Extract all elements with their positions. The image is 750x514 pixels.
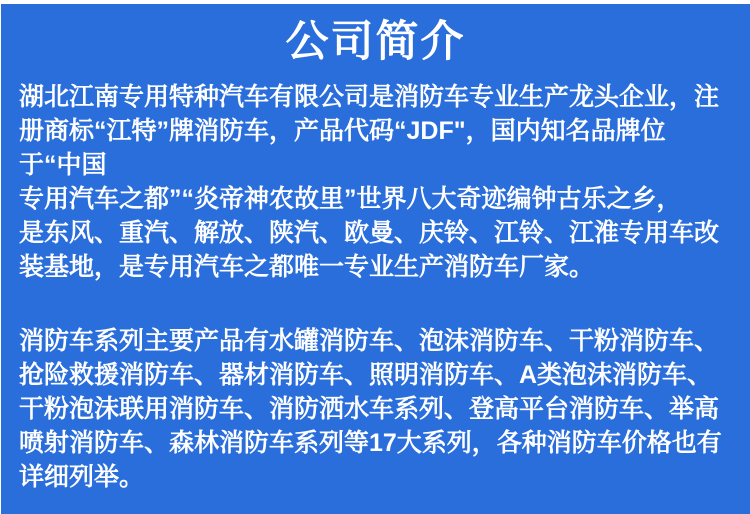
paragraph-line: 湖北江南专用特种汽车有限公司是消防车专业生产龙头企业，注 [19, 83, 720, 111]
company-intro-panel [1, 4, 750, 514]
paragraph-line: 干粉泡沫联用消防车、消防洒水车系列、登高平台消防车、举高 [19, 395, 720, 423]
paragraph-line: 册商标“江特”牌消防车，产品代码“JDF"，国内知名品牌位 [19, 117, 666, 145]
paragraph-line: 详细列举。 [19, 463, 145, 491]
paragraph-line: 喷射消防车、森林消防车系列等17大系列，各种消防车价格也有 [19, 429, 722, 457]
intro-paragraph-2 [19, 324, 732, 494]
paragraph-line: 专用汽车之都”“炎帝神农故里”世界八大奇迹编钟古乐之乡， [19, 185, 682, 213]
paragraph-line: 于“中国 [19, 151, 107, 179]
paragraph-line: 装基地，是专用汽车之都唯一专业生产消防车厂家。 [19, 253, 595, 281]
paragraph-line: 抢险救援消防车、器材消防车、照明消防车、A类泡沫消防车、 [19, 361, 713, 389]
paragraph-line: 消防车系列主要产品有水罐消防车、泡沫消防车、干粉消防车、 [19, 327, 720, 355]
intro-paragraph-1 [19, 80, 732, 284]
page-title: 公司简介 [285, 18, 466, 66]
paragraph-line: 是东风、重汽、解放、陕汽、欧曼、庆铃、江铃、江淮专用车改 [19, 219, 720, 247]
